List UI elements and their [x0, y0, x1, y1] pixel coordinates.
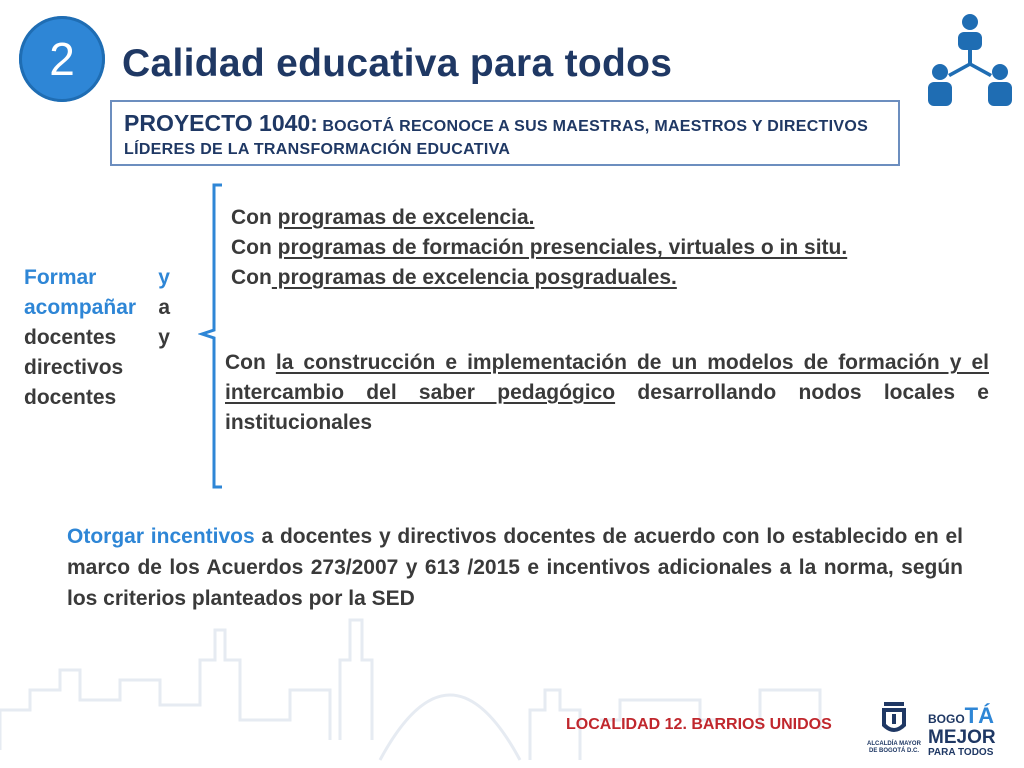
coat-of-arms-icon [866, 700, 922, 740]
slide-number-badge: 2 [19, 16, 105, 102]
team-hierarchy-icon [922, 12, 1018, 110]
left-label-rest: a docentes y directivos docentes [24, 296, 170, 409]
model-paragraph: Con la construcción e implementación de un modelos de formación y el intercambio del saber pedagógico desarrollando nodos locales e institucionales [225, 351, 989, 434]
left-label [24, 263, 170, 413]
left-label-highlight: Formar y acompañar [24, 266, 170, 319]
crest-caption: ALCALDÍA MAYOR DE BOGOTÁ D.C. [867, 741, 921, 754]
incentives-highlight: Otorgar incentivos [67, 525, 255, 548]
page-title: Calidad educativa para todos [122, 42, 673, 85]
incentives-paragraph [67, 521, 963, 614]
incentives-rest: a docentes y directivos docentes de acuerdo con lo establecido en el marco de los Acuerdos 273/2007 y 613 /2015 e incentivos adicionales a la norma, según los criterios planteados por la SED [67, 525, 963, 610]
locality-label: LOCALIDAD 12. BARRIOS UNIDOS [566, 716, 832, 733]
project-box [110, 100, 900, 166]
bracket-divider [198, 182, 228, 492]
program-line-2: Con programas de formación presenciales, virtuales o in situ. [231, 236, 848, 259]
project-description: BOGOTÁ RECONOCE A SUS MAESTRAS, MAESTROS Y DIRECTIVOS LÍDERES DE LA TRANSFORMACIÓN EDUCATIVA [124, 118, 869, 158]
program-line-3: Con programas de excelencia posgraduales. [231, 266, 677, 289]
bogota-mejor-logo: BOGOTÁ MEJOR PARA TODOS [928, 703, 996, 758]
program-line-1: Con programas de excelencia. [231, 206, 535, 229]
project-label: PROYECTO 1040: [124, 110, 318, 136]
